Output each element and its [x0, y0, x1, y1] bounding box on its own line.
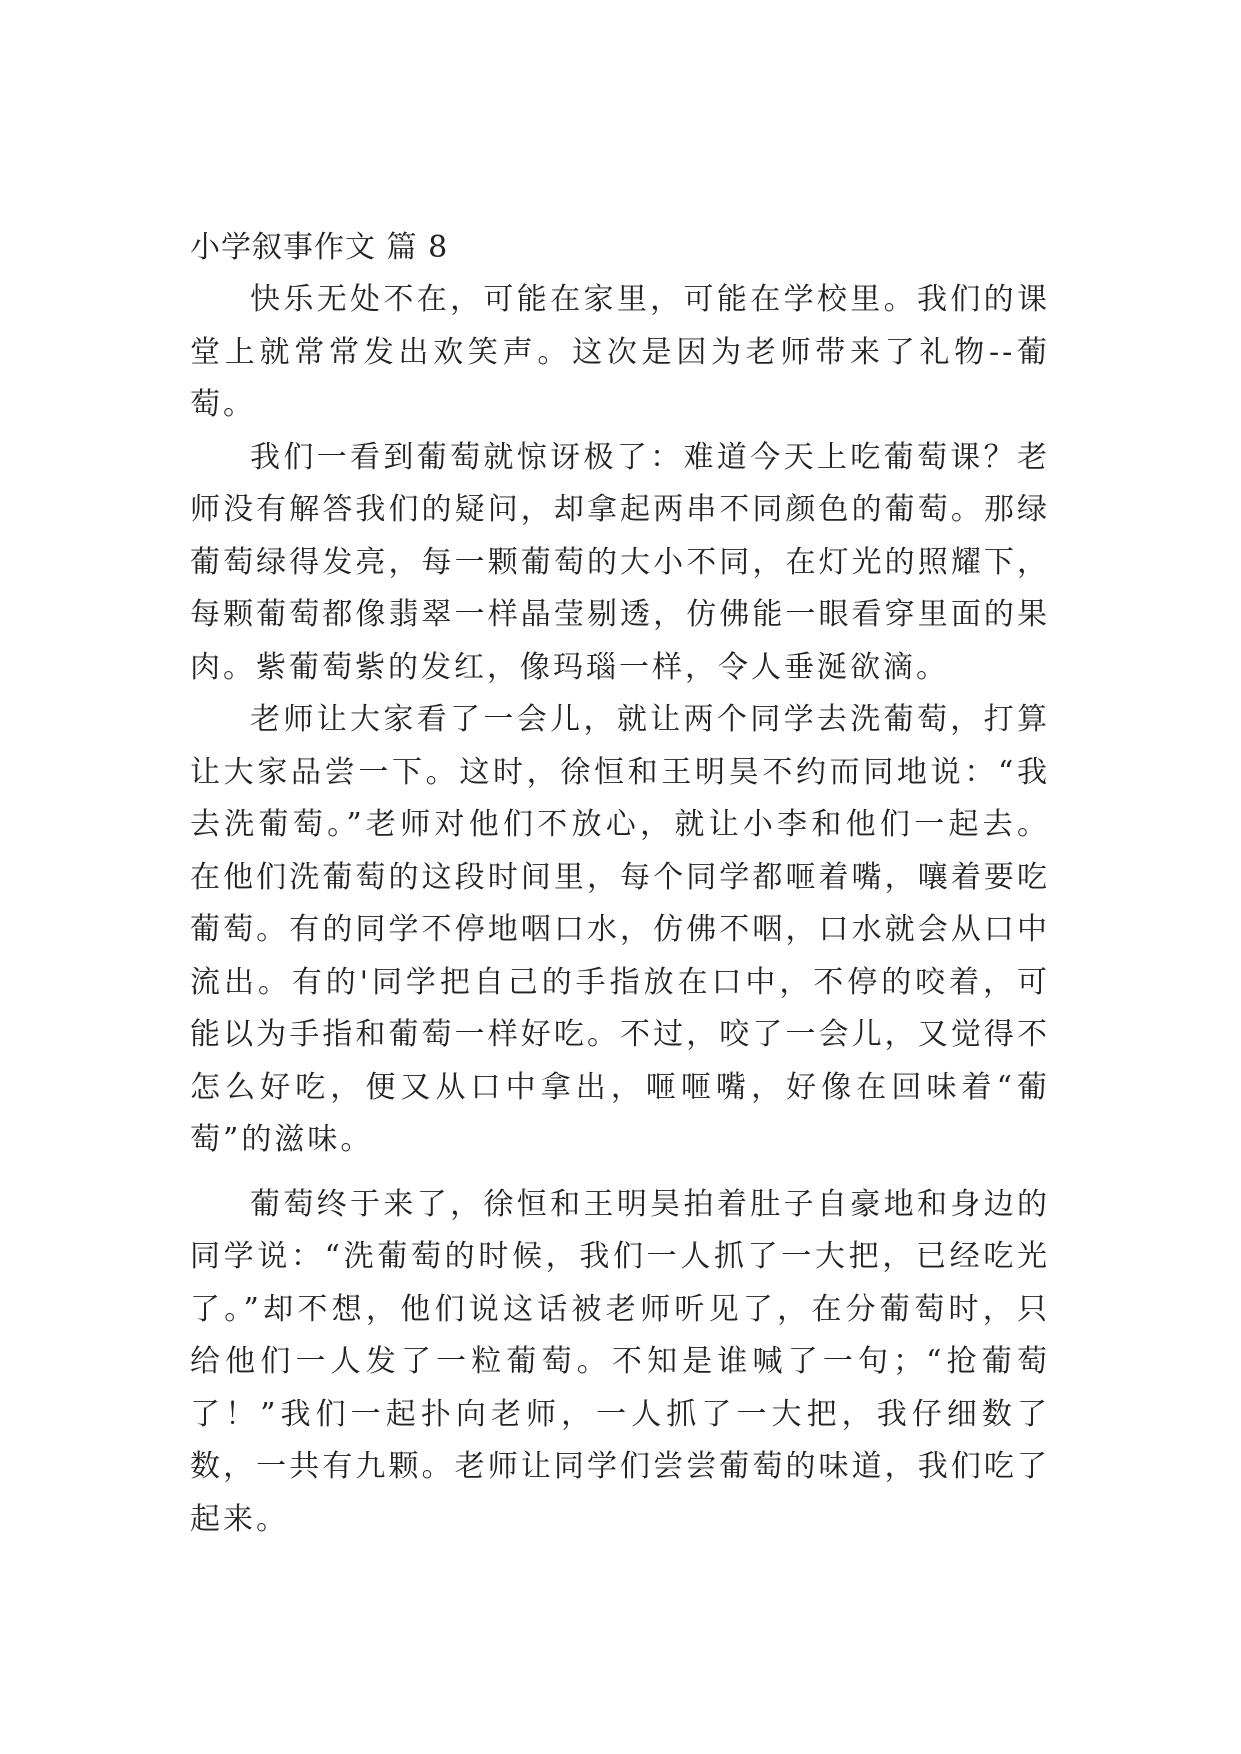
paragraph-2: 我们一看到葡萄就惊讶极了：难道今天上吃葡萄课？老师没有解答我们的疑问，却拿起两串不同颜色的葡萄。那绿葡萄绿得发亮，每一颗葡萄的大小不同，在灯光的照耀下，每颗葡萄都像翡翠一样晶莹剔透，仿佛能一眼看穿里面的果肉。紫葡萄紫的发红，像玛瑙一样，令人垂涎欲滴。: [190, 439, 1050, 685]
paragraph-4: 葡萄终于来了，徐恒和王明昊拍着肚子自豪地和身边的同学说：“洗葡萄的时候，我们一人抓了一大把，已经吃光了。”却不想，他们说这话被老师听见了，在分葡萄时，只给他们一人发了一粒葡萄。不知是谁喊了一句；“抢葡萄了！”我们一起扑向老师，一人抓了一大把，我仔细数了数，一共有九颗。老师让同学们尝尝葡萄的味道，我们吃了起来。: [190, 1186, 1050, 1537]
essay-title: 小学叙事作文 篇 8: [190, 230, 449, 265]
essay-body: [190, 222, 1050, 1546]
paragraph-1: 快乐无处不在，可能在家里，可能在学校里。我们的课堂上就常常发出欢笑声。这次是因为老师带来了礼物--葡萄。: [190, 282, 1050, 422]
paragraph-3: 老师让大家看了一会儿，就让两个同学去洗葡萄，打算让大家品尝一下。这时，徐恒和王明昊不约而同地说：“我去洗葡萄。”老师对他们不放心，就让小李和他们一起去。在他们洗葡萄的这段时间里，每个同学都咂着嘴，嚷着要吃葡萄。有的同学不停地咽口水，仿佛不咽，口水就会从口中流出。有的'同学把自己的手指放在口中，不停的咬着，可能以为手指和葡萄一样好吃。不过，咬了一会儿，又觉得不怎么好吃，便又从口中拿出，咂咂嘴，好像在回味着“葡萄”的滋味。: [190, 702, 1050, 1157]
